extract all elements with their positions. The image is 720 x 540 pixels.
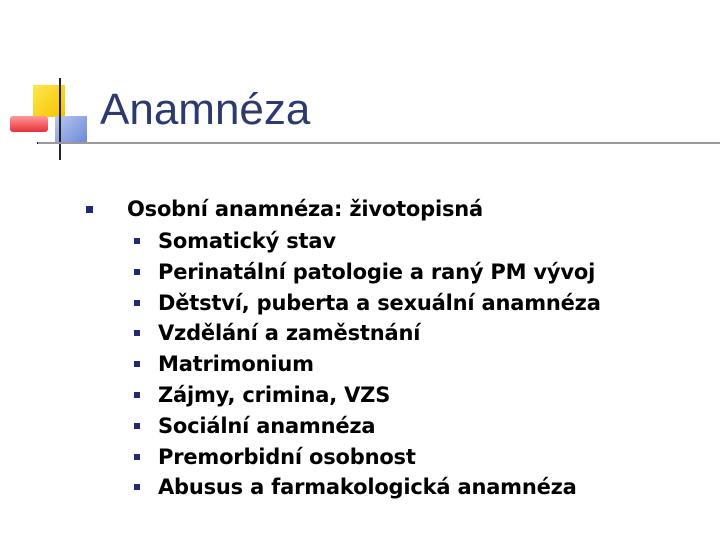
sub-bullet-text: Vzdělání a zaměstnání — [158, 321, 421, 346]
sub-bullet-text: Sociální anamnéza — [158, 413, 376, 438]
square-bullet-icon — [134, 300, 140, 306]
sub-bullet-text: Dětství, puberta a sexuální anamnéza — [158, 290, 601, 315]
square-bullet-icon — [134, 454, 140, 460]
main-bullet-text: Osobní anamnéza: životopisná — [127, 197, 483, 221]
square-bullet-icon — [134, 392, 140, 398]
square-bullet-icon — [134, 484, 140, 490]
sub-bullet-text: Premorbidní osobnost — [158, 444, 416, 469]
sub-bullet-text: Perinatální patologie a raný PM vývoj — [158, 259, 596, 284]
square-bullet-icon — [86, 206, 93, 213]
sub-bullet-text: Matrimonium — [158, 352, 314, 377]
square-bullet-icon — [134, 269, 140, 275]
sub-bullet-text: Abusus a farmakologická anamnéza — [158, 475, 577, 500]
sub-bullet-text: Zájmy, crimina, VZS — [158, 382, 391, 407]
sub-bullet-text: Somatický stav — [158, 229, 336, 253]
square-bullet-icon — [134, 361, 140, 367]
square-bullet-icon — [134, 423, 140, 429]
slide-title: Anamnéza — [100, 85, 311, 134]
square-bullet-icon — [134, 330, 140, 336]
square-bullet-icon — [134, 238, 140, 244]
